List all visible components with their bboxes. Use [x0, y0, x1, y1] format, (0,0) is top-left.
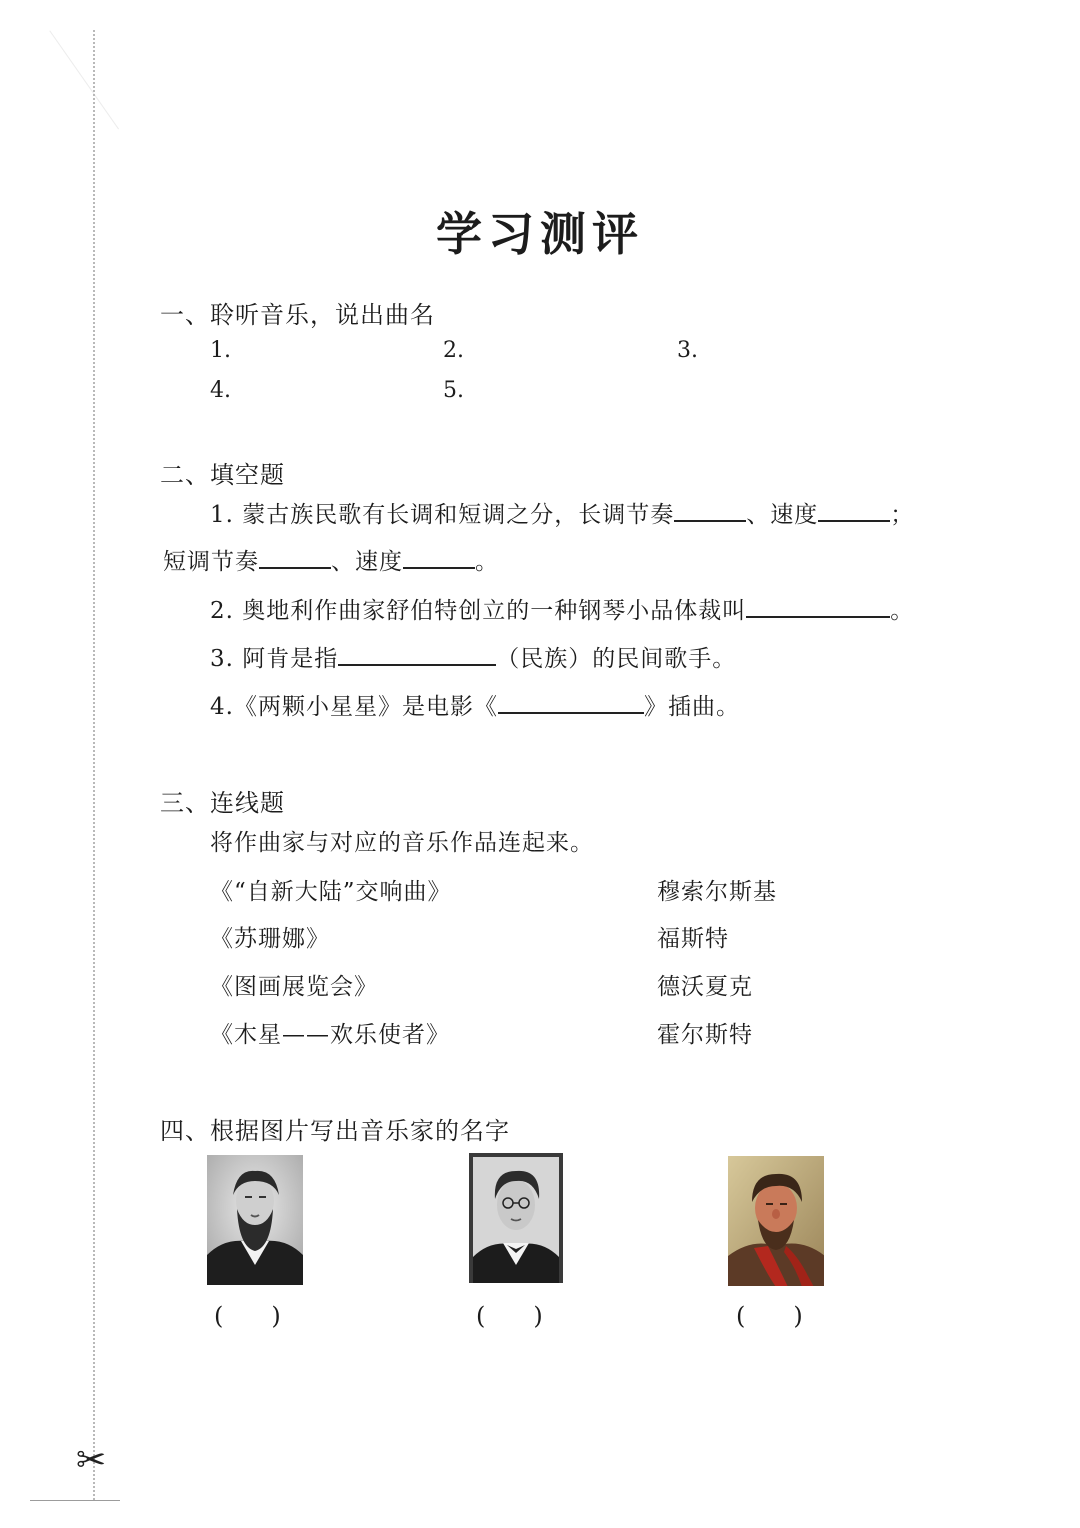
- fill-question-4: [210, 688, 740, 721]
- q4-text-b: 》插曲。: [643, 694, 740, 720]
- answer-blank[interactable]: [674, 518, 746, 522]
- q1-text-e: 、速度: [331, 549, 403, 575]
- portrait-answer-3[interactable]: ( ): [736, 1302, 803, 1330]
- listen-item-3: 3.: [677, 338, 698, 363]
- cut-line-bottom: [30, 1500, 120, 1501]
- fill-question-2: [210, 592, 914, 625]
- q2-text-a: 2. 奥地利作曲家舒伯特创立的一种钢琴小品体裁叫: [210, 598, 747, 624]
- q1-text-a: 1. 蒙古族民歌有长调和短调之分，长调节奏: [210, 502, 675, 528]
- answer-blank[interactable]: [818, 518, 890, 522]
- q4-text-a: 4.《两颗小星星》是电影《: [210, 694, 498, 720]
- section4-heading: 四、根据图片写出音乐家的名字: [160, 1117, 510, 1145]
- q1-text-f: 。: [475, 549, 499, 575]
- fill-question-3: [210, 640, 736, 673]
- listen-item-1: 1.: [210, 338, 231, 363]
- composer-portrait-2: [469, 1153, 565, 1283]
- q3-text-a: 3. 阿肯是指: [210, 646, 339, 672]
- section1-heading: 一、聆听音乐，说出曲名: [160, 301, 435, 329]
- section3-heading: 三、连线题: [160, 789, 285, 817]
- answer-blank[interactable]: [403, 565, 475, 569]
- fill-question-1-line1: [210, 496, 914, 529]
- scissors-icon: ✂: [76, 1440, 107, 1481]
- fill-question-1-line2: [163, 543, 499, 576]
- q1-text-d: 短调节奏: [163, 549, 259, 575]
- music-work-item[interactable]: 《木星——欢乐使者》: [210, 1022, 450, 1048]
- page-crease: [0, 30, 119, 169]
- q3-text-b: （民族）的民间歌手。: [496, 646, 737, 672]
- listen-item-4: 4.: [210, 378, 231, 403]
- composer-portrait-3: [728, 1156, 824, 1286]
- music-work-item[interactable]: 《图画展览会》: [210, 974, 378, 1000]
- page-title: 学习测评: [436, 207, 644, 261]
- q1-text-b: 、速度: [746, 502, 819, 528]
- q1-text-c: ；: [890, 502, 915, 528]
- answer-blank[interactable]: [498, 710, 644, 714]
- composer-item[interactable]: 霍尔斯特: [657, 1022, 753, 1048]
- music-work-item[interactable]: 《“自新大陆”交响曲》: [210, 879, 452, 905]
- answer-blank[interactable]: [746, 614, 890, 618]
- composer-item[interactable]: 穆索尔斯基: [657, 879, 777, 905]
- portrait-answer-2[interactable]: ( ): [476, 1302, 543, 1330]
- answer-blank[interactable]: [259, 565, 331, 569]
- composer-portrait-1: [207, 1155, 303, 1285]
- matching-instruction: 将作曲家与对应的音乐作品连起来。: [210, 830, 594, 856]
- portrait-answer-1[interactable]: ( ): [214, 1302, 281, 1330]
- listen-item-5: 5.: [443, 378, 464, 403]
- listen-item-2: 2.: [443, 338, 464, 363]
- section2-heading: 二、填空题: [160, 461, 285, 489]
- q2-text-b: 。: [890, 598, 915, 624]
- answer-blank[interactable]: [338, 662, 496, 666]
- composer-item[interactable]: 福斯特: [657, 926, 729, 952]
- music-work-item[interactable]: 《苏珊娜》: [210, 926, 330, 952]
- composer-item[interactable]: 德沃夏克: [657, 974, 753, 1000]
